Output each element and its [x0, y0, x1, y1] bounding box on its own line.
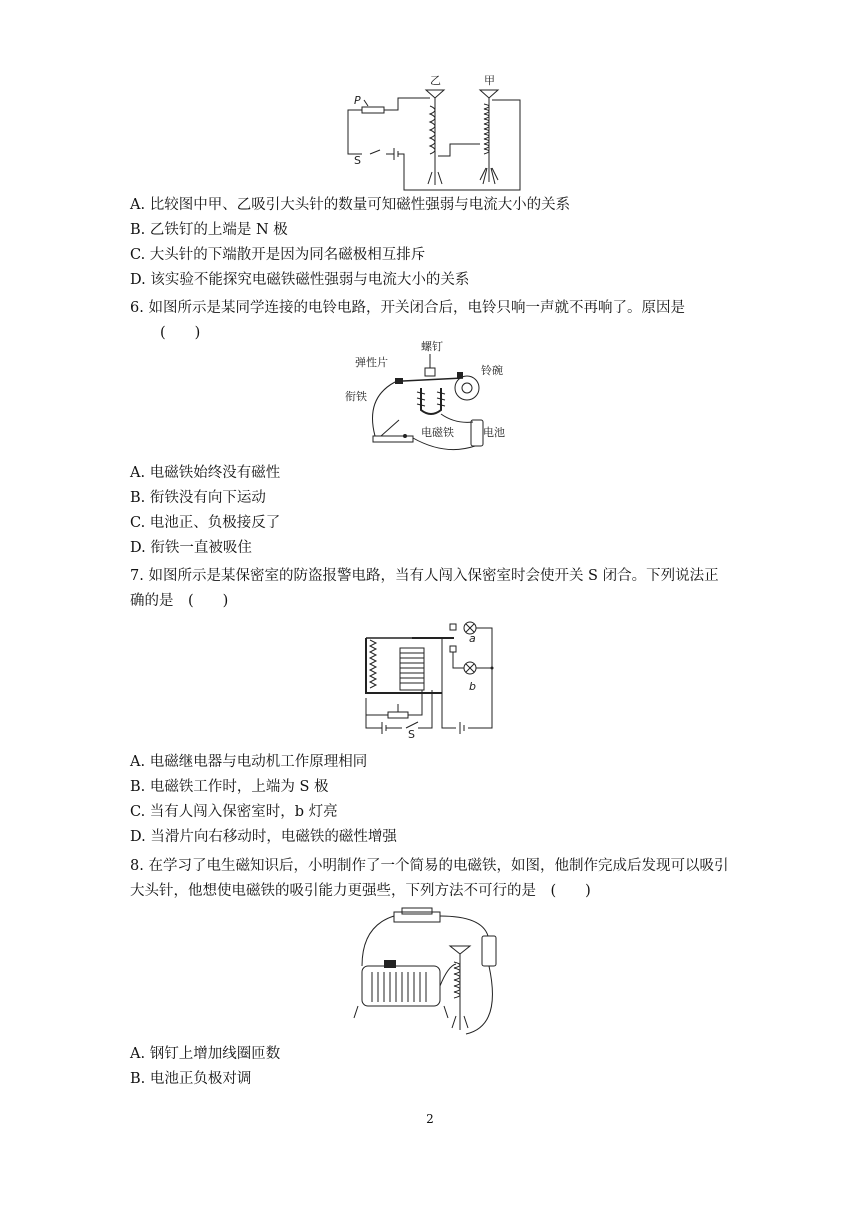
q6-option-b: B. 衔铁没有向下运动 — [130, 490, 266, 506]
q8-stem-line2: 大头针，他想使电磁铁的吸引能力更强些，下列方法不可行的是 ( ) — [130, 883, 591, 899]
q7-option-a: A. 电磁继电器与电动机工作原理相同 — [130, 754, 368, 770]
label-b: b — [469, 680, 476, 693]
label-bell: 铃碗 — [481, 364, 503, 377]
q5-option-d: D. 该实验不能探究电磁铁磁性强弱与电流大小的关系 — [130, 272, 470, 288]
q7-stem-line2: 确的是 ( ) — [130, 593, 229, 609]
q5-option-a: A. 比较图中甲、乙吸引大头针的数量可知磁性强弱与电流大小的关系 — [130, 197, 571, 213]
q5-option-b: B. 乙铁钉的上端是 N 极 — [130, 222, 288, 238]
label-magnet: 电磁铁 — [421, 426, 454, 439]
q8-option-b: B. 电池正负极对调 — [130, 1071, 252, 1087]
figure-electric-bell — [345, 338, 520, 456]
q5-option-c: C. 大头针的下端散开是因为同名磁极相互排斥 — [130, 247, 426, 263]
label-spring: 弹性片 — [355, 356, 388, 369]
label-yi: 乙 — [430, 74, 441, 87]
figure-homemade-electromagnet — [352, 906, 512, 1040]
figure-nails-circuit — [340, 72, 530, 192]
q6-option-a: A. 电磁铁始终没有磁性 — [130, 465, 281, 481]
label-a: a — [469, 632, 476, 645]
q6-option-c: C. 电池正、负极接反了 — [130, 515, 281, 531]
label-armature: 衔铁 — [345, 390, 367, 403]
q7-option-c: C. 当有人闯入保密室时，b 灯亮 — [130, 804, 338, 820]
q8-stem-line1: 8. 在学习了电生磁知识后，小明制作了一个简易的电磁铁，如图，他制作完成后发现可以吸引 — [130, 858, 729, 874]
q7-stem-line1: 7. 如图所示是某保密室的防盗报警电路，当有人闯入保密室时会使开关 S 闭合。下列说法正 — [130, 568, 719, 584]
q8-option-a: A. 钢钉上增加线圈匝数 — [130, 1046, 281, 1062]
q7-option-d: D. 当滑片向右移动时，电磁铁的磁性增强 — [130, 829, 397, 845]
q6-paren: ( ) — [160, 325, 201, 341]
label-battery: 电池 — [483, 426, 505, 439]
figure-relay-circuit — [352, 618, 502, 740]
q6-stem: 6. 如图所示是某同学连接的电铃电路，开关闭合后，电铃只响一声就不再响了。原因是 — [130, 300, 685, 316]
label-screw: 螺钉 — [421, 340, 443, 353]
label-s: S — [408, 728, 415, 740]
label-p: P — [354, 94, 361, 107]
page-number: 2 — [426, 1112, 434, 1126]
label-s: S — [354, 154, 361, 167]
q7-option-b: B. 电磁铁工作时，上端为 S 极 — [130, 779, 329, 795]
q6-option-d: D. 衔铁一直被吸住 — [130, 540, 252, 556]
label-jia: 甲 — [484, 74, 495, 87]
